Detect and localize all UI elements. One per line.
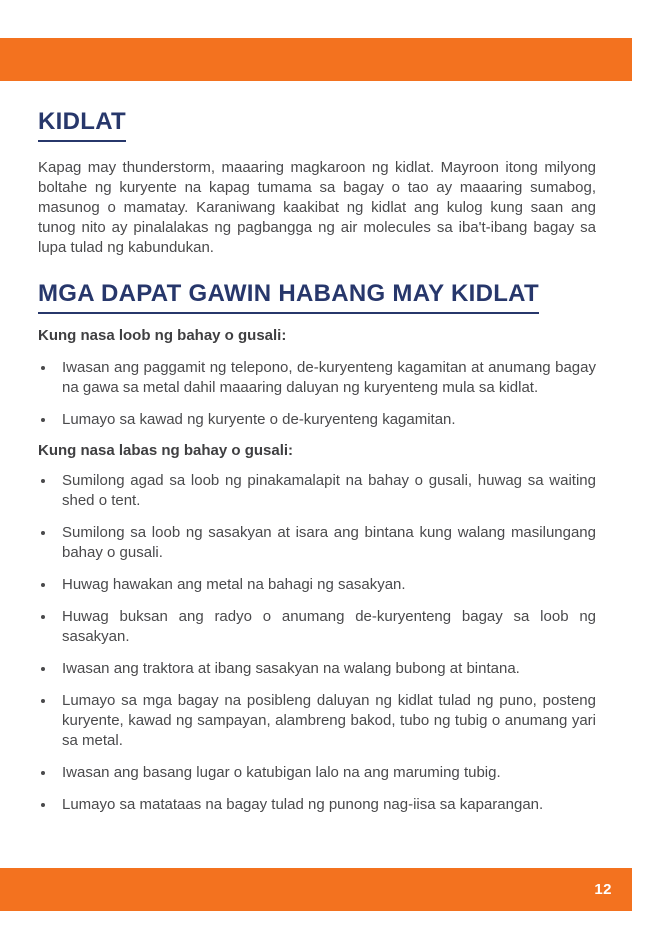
list-item-text: Sumilong sa loob ng sasakyan at isara ang bintana kung walang masilungang bahay o gusali.: [62, 523, 596, 561]
list-item: [38, 763, 596, 783]
list-item: [38, 691, 596, 751]
section-title-dapat-gawin: MGA DAPAT GAWIN HABANG MAY KIDLAT: [38, 280, 539, 314]
list-item: [38, 795, 596, 815]
page-number: 12: [594, 881, 612, 898]
list-item-text: Sumilong agad sa loob ng pinakamalapit na bahay o gusali, huwag sa waiting shed o tent.: [62, 471, 596, 509]
bullet-icon: [41, 803, 45, 807]
section-dapat-gawin: [38, 280, 596, 815]
bullet-icon: [41, 366, 45, 370]
bullet-icon: [41, 479, 45, 483]
group-heading-indoor: Kung nasa loob ng bahay o gusali:: [38, 326, 287, 344]
bullet-icon: [41, 418, 45, 422]
bullet-icon: [41, 771, 45, 775]
group-heading-outdoor: Kung nasa labas ng bahay o gusali:: [38, 441, 294, 459]
list-item: [38, 607, 596, 647]
list-item-text: Huwag buksan ang radyo o anumang de-kuryenteng bagay sa loob ng sasakyan.: [62, 607, 596, 645]
list-item: [38, 575, 596, 595]
bullet-icon: [41, 531, 45, 535]
header-bar: [0, 38, 632, 81]
list-item-text: Lumayo sa matataas na bagay tulad ng punong nag-iisa sa kaparangan.: [62, 795, 544, 813]
intro-paragraph: Kapag may thunderstorm, maaaring magkaroon ng kidlat. Mayroon itong milyong boltahe ng kuryente na kapag tumama sa bagay o tao ay maaaring sumabog, masunog o mamatay. Karaniwang kaakibat ng kidlat ang kulog kung saan ang tunog nito ay pinalalakas ng pagbangga ng air molecules sa iba't-ibang bagay sa lupa tulad ng kabundukan.: [38, 158, 596, 256]
list-item: [38, 659, 596, 679]
bullet-icon: [41, 583, 45, 587]
list-item-text: Iwasan ang paggamit ng telepono, de-kuryenteng kagamitan at anumang bagay na gawa sa metal dahil maaaring daluyan ng kuryenteng mula sa kidlat.: [62, 358, 596, 396]
page-content: [38, 108, 596, 827]
list-item: [38, 523, 596, 563]
bullet-list-indoor: [38, 358, 596, 430]
list-item-text: Huwag hawakan ang metal na bahagi ng sasakyan.: [62, 575, 406, 593]
list-item-text: Iwasan ang basang lugar o katubigan lalo na ang maruming tubig.: [62, 763, 501, 781]
bullet-list-outdoor: [38, 471, 596, 815]
list-item-text: Iwasan ang traktora at ibang sasakyan na walang bubong at bintana.: [62, 659, 520, 677]
footer-bar: [0, 868, 632, 911]
bullet-icon: [41, 699, 45, 703]
list-item: [38, 471, 596, 511]
list-item: [38, 410, 596, 430]
list-item-text: Lumayo sa mga bagay na posibleng daluyan ng kidlat tulad ng puno, posteng kuryente, kawad ng sampayan, alambreng bakod, tubo ng tubig o anumang yari sa metal.: [62, 691, 596, 749]
list-item-text: Lumayo sa kawad ng kuryente o de-kuryenteng kagamitan.: [62, 410, 456, 428]
section-title-kidlat: KIDLAT: [38, 108, 126, 142]
list-item: [38, 358, 596, 398]
section-kidlat: [38, 108, 596, 258]
bullet-icon: [41, 667, 45, 671]
bullet-icon: [41, 615, 45, 619]
